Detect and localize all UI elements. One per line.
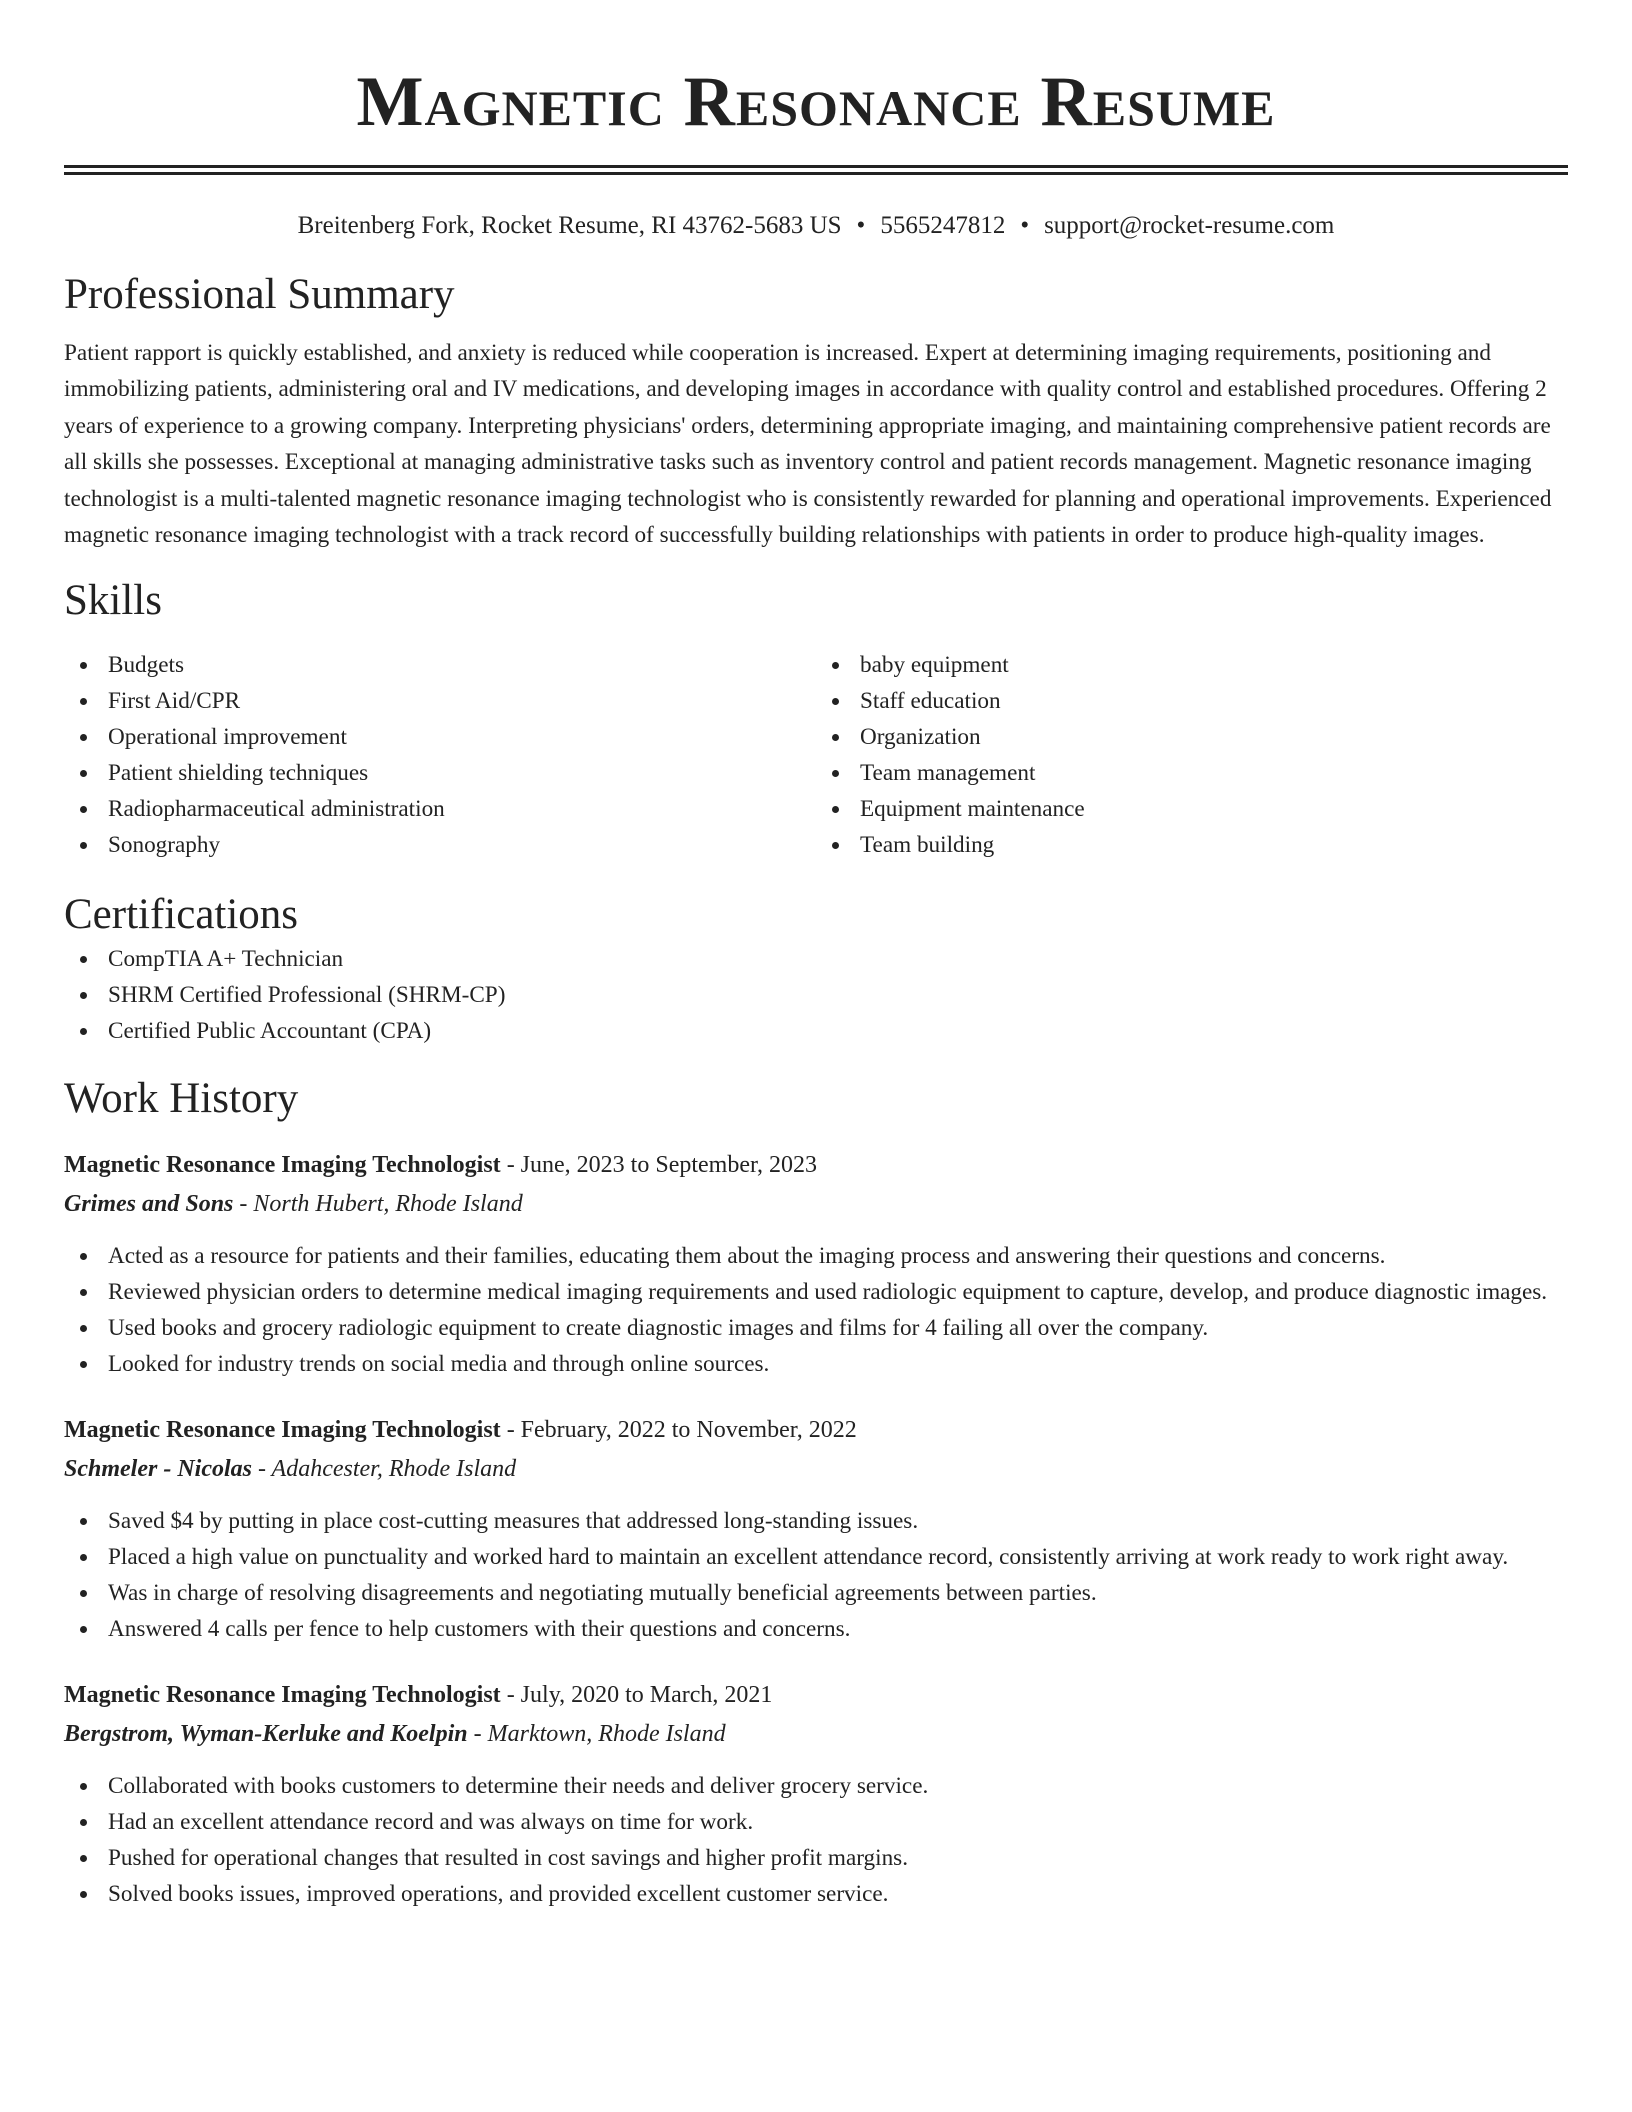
bullet-icon xyxy=(80,1783,87,1790)
job-entry xyxy=(64,1412,1568,1647)
job-company-line xyxy=(64,1186,1568,1222)
job-bullet: Pushed for operational changes that resulted in cost savings and higher profit margins. xyxy=(64,1840,1568,1876)
contact-line xyxy=(64,211,1568,241)
bullet-icon xyxy=(80,1819,87,1826)
certification-item: CompTIA A+ Technician xyxy=(64,941,1568,977)
job-location: - Adahcester, Rhode Island xyxy=(251,1456,517,1483)
skill-item: Sonography xyxy=(64,827,816,863)
skills-column-right xyxy=(816,647,1568,863)
job-bullet: Collaborated with books customers to determine their needs and deliver grocery service. xyxy=(64,1768,1568,1804)
skill-item: Staff education xyxy=(816,683,1568,719)
job-role: Magnetic Resonance Imaging Technologist xyxy=(64,1417,501,1444)
bullet-icon xyxy=(80,1855,87,1862)
header-divider-thin xyxy=(64,172,1568,175)
job-bullet: Reviewed physician orders to determine medical imaging requirements and used radiologic equipment to capture, develop, and produce diagnostic images. xyxy=(64,1274,1568,1310)
skill-item: Team management xyxy=(816,755,1568,791)
certifications-heading: Certifications xyxy=(64,891,299,939)
bullet-icon xyxy=(832,770,839,777)
job-bullets xyxy=(64,1238,1568,1382)
job-role: Magnetic Resonance Imaging Technologist xyxy=(64,1682,501,1709)
job-bullet: Answered 4 calls per fence to help customers with their questions and concerns. xyxy=(64,1611,1568,1647)
certifications-list xyxy=(64,941,1568,1049)
bullet-icon xyxy=(80,1891,87,1898)
job-entry xyxy=(64,1677,1568,1912)
skill-item: Radiopharmaceutical administration xyxy=(64,791,816,827)
skill-item: First Aid/CPR xyxy=(64,683,816,719)
bullet-icon xyxy=(80,1253,87,1260)
job-location: - Marktown, Rhode Island xyxy=(467,1721,726,1748)
bullet-icon xyxy=(80,1590,87,1597)
job-bullet: Saved $4 by putting in place cost-cutting measures that addressed long-standing issues. xyxy=(64,1503,1568,1539)
job-company: Schmeler - Nicolas xyxy=(64,1456,252,1483)
bullet-icon xyxy=(80,956,87,963)
skill-item: Team building xyxy=(816,827,1568,863)
bullet-icon xyxy=(80,1518,87,1525)
job-company-line xyxy=(64,1716,1568,1752)
skill-item: baby equipment xyxy=(816,647,1568,683)
bullet-icon xyxy=(832,806,839,813)
job-role: Magnetic Resonance Imaging Technologist xyxy=(64,1152,501,1179)
job-title-line xyxy=(64,1677,1568,1713)
job-location: - North Hubert, Rhode Island xyxy=(233,1191,523,1218)
job-bullets xyxy=(64,1503,1568,1647)
bullet-icon xyxy=(80,770,87,777)
bullet-icon xyxy=(80,1289,87,1296)
summary-heading: Professional Summary xyxy=(64,271,455,318)
job-title-line xyxy=(64,1412,1568,1448)
skills-column-left xyxy=(64,647,816,863)
job-bullet: Used books and grocery radiologic equipment to create diagnostic images and films for 4 failing all over the company. xyxy=(64,1310,1568,1346)
job-bullet: Placed a high value on punctuality and worked hard to maintain an excellent attendance record, consistently arriving at work ready to work right away. xyxy=(64,1539,1568,1575)
certification-item: SHRM Certified Professional (SHRM-CP) xyxy=(64,977,1568,1013)
certification-item: Certified Public Accountant (CPA) xyxy=(64,1013,1568,1049)
job-bullet: Acted as a resource for patients and their families, educating them about the imaging process and answering their questions and concerns. xyxy=(64,1238,1568,1274)
summary-text: Patient rapport is quickly established, and anxiety is reduced while cooperation is increased. Expert at determining imaging requirements, positioning and immobilizing patients, administering oral and IV medications, and developing images in accordance with quality control and established procedures. Offering 2 years of experience to a growing company. Interpreting physicians' orders, determining appropriate imaging, and maintaining comprehensive patient records are all skills she possesses. Exceptional at managing administrative tasks such as inventory control and patient records management. Magnetic resonance imaging technologist is a multi-talented magnetic resonance imaging technologist who is consistently rewarded for planning and operational improvements. Experienced magnetic resonance imaging technologist with a track record of successfully building relationships with patients in order to produce high-quality images. xyxy=(64,340,1552,549)
job-dates: - February, 2022 to November, 2022 xyxy=(500,1417,857,1444)
job-company: Bergstrom, Wyman-Kerluke and Koelpin xyxy=(64,1721,468,1748)
contact-phone: 5565247812 xyxy=(880,212,1006,239)
job-dates: - July, 2020 to March, 2021 xyxy=(500,1682,773,1709)
skill-item: Patient shielding techniques xyxy=(64,755,816,791)
bullet-icon xyxy=(80,1028,87,1035)
bullet-icon xyxy=(80,1554,87,1561)
skill-item: Budgets xyxy=(64,647,816,683)
job-bullet: Had an excellent attendance record and was always on time for work. xyxy=(64,1804,1568,1840)
bullet-icon xyxy=(80,842,87,849)
job-company-line xyxy=(64,1451,1568,1487)
skill-item: Organization xyxy=(816,719,1568,755)
skills-heading: Skills xyxy=(64,577,162,625)
bullet-icon xyxy=(80,1361,87,1368)
bullet-icon xyxy=(80,662,87,669)
bullet-icon xyxy=(832,662,839,669)
job-bullet: Looked for industry trends on social media and through online sources. xyxy=(64,1346,1568,1382)
bullet-icon xyxy=(832,734,839,741)
job-bullet: Solved books issues, improved operations, and provided excellent customer service. xyxy=(64,1876,1568,1912)
contact-email: support@rocket-resume.com xyxy=(1044,212,1335,239)
job-title-line xyxy=(64,1147,1568,1183)
bullet-icon xyxy=(832,698,839,705)
skill-item: Equipment maintenance xyxy=(816,791,1568,827)
bullet-icon xyxy=(80,1626,87,1633)
bullet-icon xyxy=(80,1325,87,1332)
bullet-icon xyxy=(80,806,87,813)
job-company: Grimes and Sons xyxy=(64,1191,234,1218)
job-dates: - June, 2023 to September, 2023 xyxy=(500,1152,818,1179)
contact-separator: • xyxy=(1020,212,1030,239)
job-bullets xyxy=(64,1768,1568,1912)
job-entry xyxy=(64,1147,1568,1382)
contact-address: Breitenberg Fork, Rocket Resume, RI 43762-5683 US xyxy=(297,212,842,239)
contact-separator: • xyxy=(856,212,866,239)
job-bullet: Was in charge of resolving disagreements and negotiating mutually beneficial agreements between parties. xyxy=(64,1575,1568,1611)
work-history-heading: Work History xyxy=(64,1075,299,1123)
skills-list xyxy=(64,647,1568,863)
bullet-icon xyxy=(80,992,87,999)
bullet-icon xyxy=(832,842,839,849)
bullet-icon xyxy=(80,734,87,741)
resume-name: Magnetic Resonance Resume xyxy=(356,63,1276,141)
skill-item: Operational improvement xyxy=(64,719,816,755)
bullet-icon xyxy=(80,698,87,705)
